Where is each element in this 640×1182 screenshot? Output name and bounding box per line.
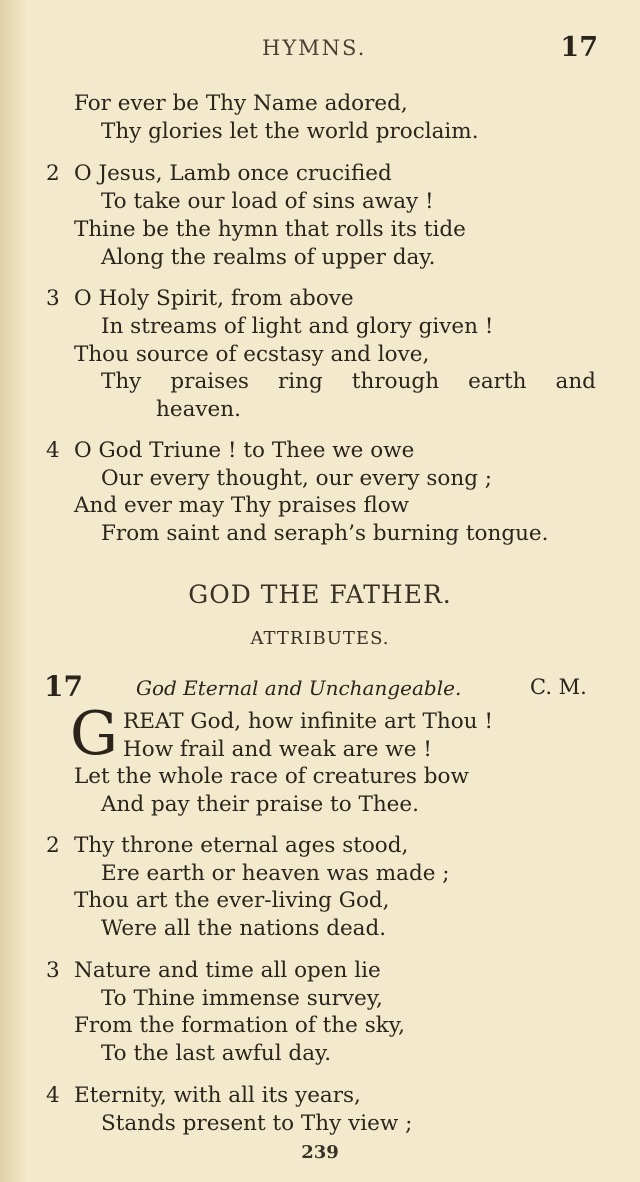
hymn-subtitle: God Eternal and Unchangeable. bbox=[136, 676, 462, 700]
verse-line: In streams of light and glory given ! bbox=[101, 314, 494, 339]
word: ring bbox=[278, 369, 323, 394]
verse-line: Were all the nations dead. bbox=[101, 916, 387, 941]
verse-line: And pay their praise to Thee. bbox=[101, 792, 419, 817]
verse-line: To the last awful day. bbox=[101, 1041, 332, 1066]
page-header bbox=[0, 32, 640, 72]
verse-line: Let the whole race of creatures bow bbox=[74, 764, 469, 789]
verse-number: 2 bbox=[46, 161, 60, 186]
verse-line: Nature and time all open lie bbox=[74, 958, 381, 983]
drop-cap: G bbox=[70, 699, 118, 769]
verse-number: 2 bbox=[46, 833, 60, 858]
justified-verse-line bbox=[101, 368, 596, 396]
verse-number: 4 bbox=[46, 1083, 60, 1108]
verse-number: 3 bbox=[46, 286, 60, 311]
verse-line: O Jesus, Lamb once crucified bbox=[74, 161, 392, 186]
verse-line: From the formation of the sky, bbox=[74, 1013, 405, 1038]
running-title: HYMNS. bbox=[262, 36, 367, 60]
page-number: 239 bbox=[301, 1142, 339, 1163]
subsection-title: ATTRIBUTES. bbox=[250, 628, 390, 649]
hymn-number: 17 bbox=[44, 670, 83, 703]
verse-line: Thou art the ever-living God, bbox=[74, 888, 390, 913]
verse-number: 4 bbox=[46, 438, 60, 463]
verse-line: Thou source of ecstasy and love, bbox=[74, 342, 430, 367]
verse-line: Thine be the hymn that rolls its tide bbox=[74, 217, 466, 242]
verse-line: Stands present to Thy view ; bbox=[101, 1111, 413, 1136]
verse-line: To Thine immense survey, bbox=[101, 986, 383, 1011]
hymn-page-marker: 17 bbox=[560, 32, 598, 63]
word: Thy bbox=[101, 369, 142, 394]
verse-line: O Holy Spirit, from above bbox=[74, 286, 354, 311]
verse-line: How frail and weak are we ! bbox=[123, 737, 432, 762]
verse-line: Thy throne eternal ages stood, bbox=[74, 833, 409, 858]
verse-line: To take our load of sins away ! bbox=[101, 189, 434, 214]
verse-line: For ever be Thy Name adored, bbox=[74, 91, 408, 116]
verse-line: And ever may Thy praises flow bbox=[74, 493, 410, 518]
verse-line: O God Triune ! to Thee we owe bbox=[74, 438, 415, 463]
verse-line: Thy glories let the world proclaim. bbox=[101, 119, 479, 144]
verse-line: Eternity, with all its years, bbox=[74, 1083, 361, 1108]
verse-number: 3 bbox=[46, 958, 60, 983]
verse-line: From saint and seraph’s burning tongue. bbox=[101, 521, 549, 546]
word: earth bbox=[468, 369, 527, 394]
verse-line-continuation: heaven. bbox=[156, 397, 241, 422]
verse-line: REAT God, how infinite art Thou ! bbox=[123, 709, 493, 734]
verse-line: Our every thought, our every song ; bbox=[101, 466, 493, 491]
verse-line: Ere earth or heaven was made ; bbox=[101, 861, 450, 886]
hymn-meter: C. M. bbox=[530, 675, 587, 699]
word: through bbox=[351, 369, 440, 394]
verse-line: Along the realms of upper day. bbox=[101, 245, 436, 270]
section-title: GOD THE FATHER. bbox=[188, 580, 452, 609]
word: and bbox=[555, 369, 596, 394]
word: praises bbox=[170, 369, 249, 394]
